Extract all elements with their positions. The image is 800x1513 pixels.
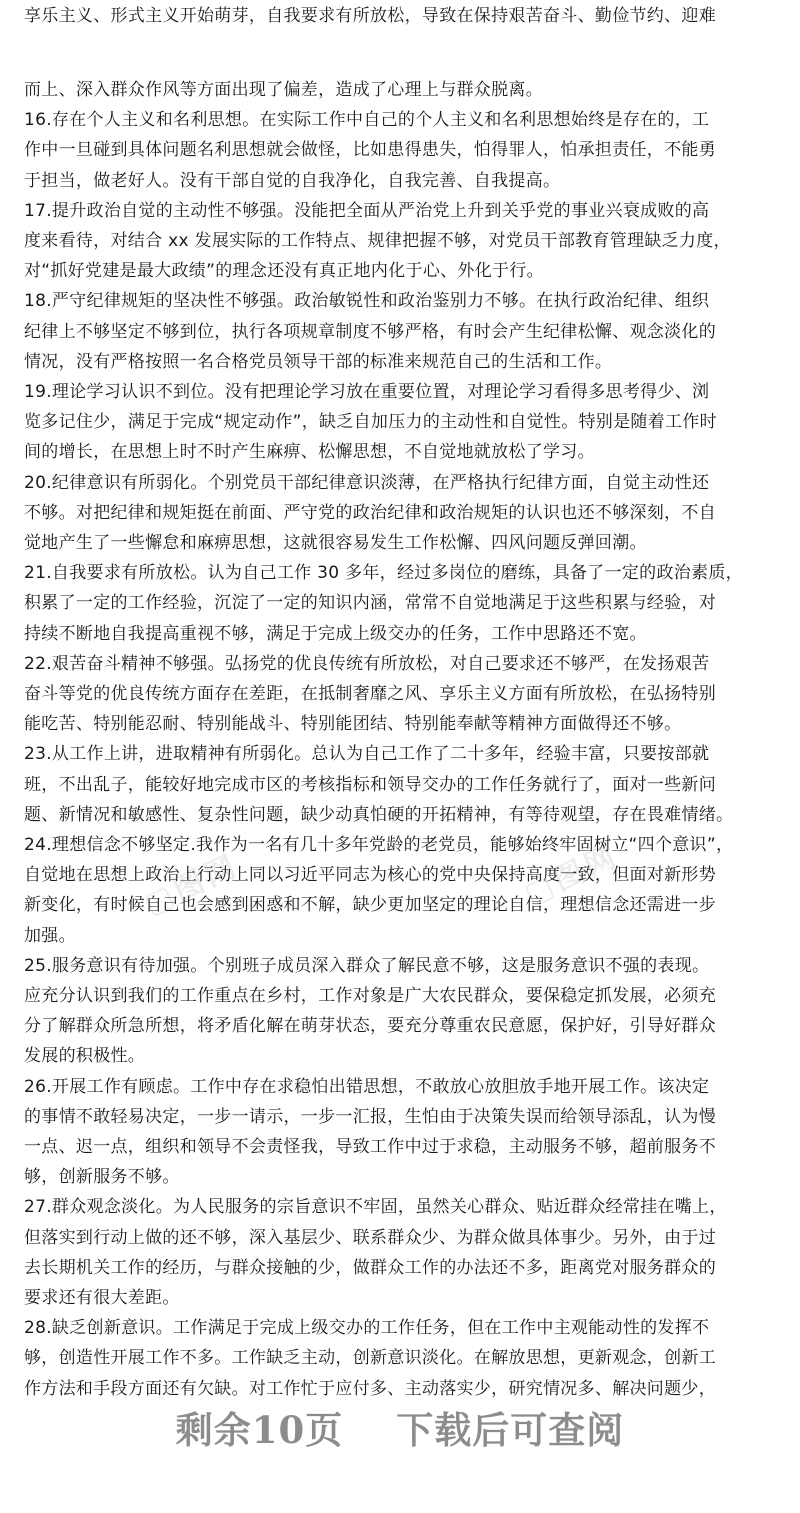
text-line: 自觉地在思想上政治上行动上同以习近平同志为核心的党中央保持高度一致，但面对新形势 [24,865,716,886]
text-line: 够，创造性开展工作不多。工作缺乏主动，创新意识淡化。在解放思想，更新观念，创新工 [24,1348,716,1369]
text-line: 度来看待，对结合 xx 发展实际的工作特点、规律把握不够，对党员干部教育管理缺乏力度， [24,231,731,251]
text-line: 加强。 [24,925,76,946]
text-line: 分了解群众所急所想，将矛盾化解在萌芽状态，要充分尊重农民意愿，保护好，引导好群众 [24,1016,716,1037]
text-line: 作方法和手段方面还有欠缺。对工作忙于应付多、主动落实少，研究情况多、解决问题少， [24,1378,716,1399]
text-line: 23.从工作上讲，进取精神有所弱化。总认为自己工作了二十多年，经验丰富，只要按部就 [24,744,710,765]
text-line: 不够。对把纪律和规矩挺在前面、严守党的政治纪律和政治规矩的认识也还不够深刻，不自 [24,502,716,523]
text-line: 而上、深入群众作风等方面出现了偏差，造成了心理上与群众脱离。 [24,80,543,100]
text-line: 作中一旦碰到具体问题名利思想就会做怪，比如患得患失，怕得罪人，怕承担责任，不能勇 [24,140,716,161]
text-line: 觉地产生了一些懈怠和麻痹思想，这就很容易发生工作松懈、四风问题反弹回潮。 [24,533,647,553]
download-hint-label[interactable]: 下载后可查阅 [396,1408,625,1452]
text-line: 情况，没有严格按照一名合格党员领导干部的标准来规范自己的生活和工作。 [24,351,613,372]
text-line: 新变化，有时候自己也会感到困惑和不解，缺少更加坚定的理论自信，理想信念还需进一步 [24,895,716,916]
text-line: 积累了一定的工作经验，沉淀了一定的知识内涵，常常不自觉地满足于这些积累与经验，对 [24,593,716,614]
text-line: 发展的积极性。 [24,1046,146,1067]
text-line: 享乐主义、形式主义开始萌芽，自我要求有所放松，导致在保持艰苦奋斗、勤俭节约、迎难 [24,6,716,26]
download-prompt[interactable] [0,1400,800,1454]
text-line: 去长期机关工作的经历，与群众接触的少，做群众工作的办法还不多，距离党对服务群众的 [24,1257,716,1278]
text-line: 17.提升政治自觉的主动性不够强。没能把全面从严治党上升到关乎党的事业兴衰成败的高 [24,200,710,221]
text-line: 20.纪律意识有所弱化。个别党员干部纪律意识淡薄，在严格执行纪律方面，自觉主动性还 [24,472,710,493]
remaining-pages-label: 剩余10页 [175,1408,344,1452]
watermark: ▢图网 [138,848,245,923]
text-line: 25.服务意识有待加强。个别班子成员深入群众了解民意不够，这是服务意识不强的表现。 [24,955,710,976]
text-line: 19.理论学习认识不到位。没有把理论学习放在重要位置，对理论学习看得多思考得少、浏 [24,382,710,402]
text-line: 22.艰苦奋斗精神不够强。弘扬党的优良传统有所放松，对自己要求还不够严，在发扬艰苦 [24,653,710,674]
text-line: 16.存在个人主义和名利思想。在实际工作中自己的个人主义和名利思想始终是存在的，工 [24,110,710,131]
text-line: 对“抓好党建是最大政绩”的理念还没有真正地内化于心、外化于行。 [24,261,544,282]
text-line: 27.群众观念淡化。为人民服务的宗旨意识不牢固，虽然关心群众、贴近群众经常挂在嘴上， [24,1197,727,1218]
text-line: 能吃苦、特别能忍耐、特别能战斗、特别能团结、特别能奉献等精神方面做得还不够。 [24,714,682,735]
text-line: 纪律上不够坚定不够到位，执行各项规章制度不够严格，有时会产生纪律松懈、观念淡化的 [24,321,716,342]
text-line: 持续不断地自我提高重视不够，满足于完成上级交办的任务，工作中思路还不宽。 [24,623,647,644]
text-line: 间的增长，在思想上时不时产生麻痹、松懈思想，不自觉地就放松了学习。 [24,442,595,463]
text-line: 题、新情况和敏感性、复杂性问题，缺少动真怕硬的开拓精神，有等待观望，存在畏难情绪。 [24,804,734,825]
text-line: 但落实到行动上做的还不够，深入基层少、联系群众少、为群众做具体事少。另外，由于过 [24,1227,716,1248]
text-line: 26.开展工作有顾虑。工作中存在求稳怕出错思想，不敢放心放胆放手地开展工作。该决定 [24,1076,710,1097]
text-line: 应充分认识到我们的工作重点在乡村，工作对象是广大农民群众，要保稳定抓发展，必须充 [24,986,716,1006]
text-line: 一点、迟一点，组织和领导不会责怪我，导致工作中过于求稳，主动服务不够，超前服务不 [24,1137,716,1157]
text-line: 于担当，做老好人。没有干部自觉的自我净化，自我完善、自我提高。 [24,170,561,191]
text-line: 要求还有很大差距。 [24,1288,180,1308]
text-line: 奋斗等党的优良传统方面存在差距，在抵制奢靡之风、享乐主义方面有所放松，在弘扬特别 [24,684,716,704]
watermark: ▢图网 [518,838,625,913]
text-line: 览多记住少，满足于完成“规定动作”，缺乏自加压力的主动性和自觉性。特别是随着工作时 [24,412,717,433]
text-line: 18.严守纪律规矩的坚决性不够强。政治敏锐性和政治鉴别力不够。在执行政治纪律、组织 [24,291,710,312]
text-line: 28.缺乏创新意识。工作满足于完成上级交办的工作任务，但在工作中主观能动性的发挥不 [24,1318,710,1339]
text-line: 够，创新服务不够。 [24,1167,180,1188]
text-line: 21.自我要求有所放松。认为自己工作 30 多年，经过多岗位的磨练，具备了一定的政治素质， [24,563,743,584]
text-line: 的事情不敢轻易决定，一步一请示，一步一汇报，生怕由于决策失误而给领导添乱，认为慢 [24,1106,716,1127]
text-line: 班，不出乱子，能较好地完成市区的考核指标和领导交办的工作任务就行了，面对一些新问 [24,774,716,795]
text-line: 24.理想信念不够坚定.我作为一名有几十多年党龄的老党员，能够始终牢固树立“四个意识”， [24,835,734,855]
